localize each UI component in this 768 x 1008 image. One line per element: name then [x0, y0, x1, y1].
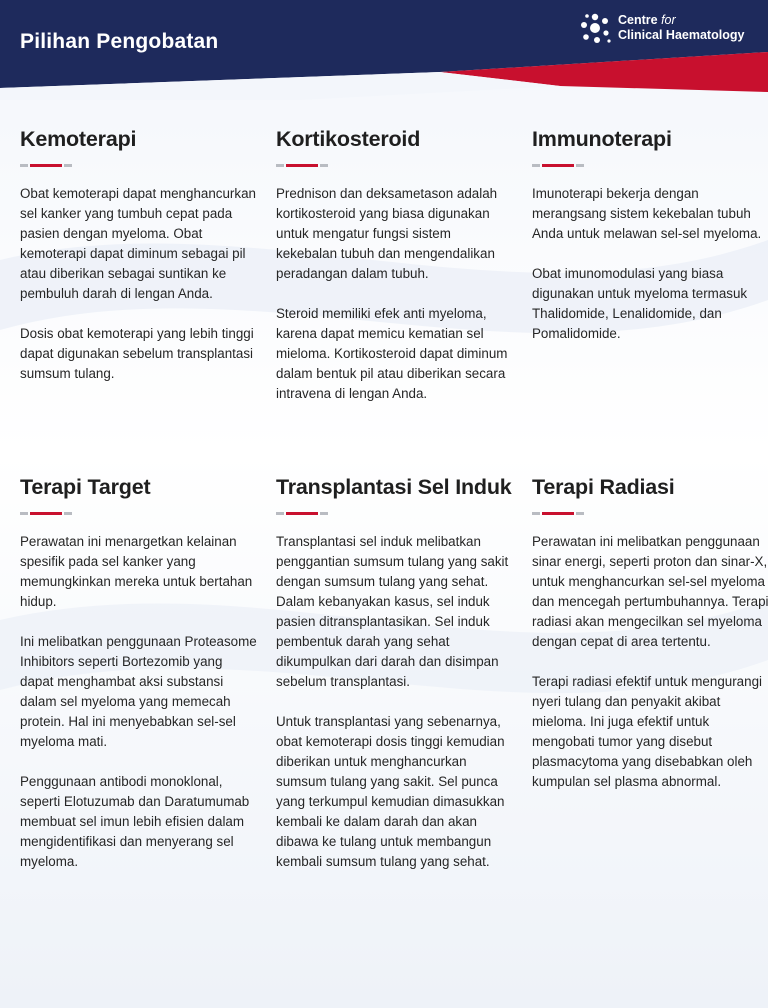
- section-title: Terapi Target: [20, 475, 151, 499]
- section-title: Kortikosteroid: [276, 127, 421, 151]
- section-paragraph: Prednison dan deksametason adalah kortikosteroid yang biasa digunakan untuk mengatur fungsi sistem kekebalan tubuh dan mengendalikan peradangan dalam tubuh.: [276, 186, 498, 281]
- centre-logo: [578, 10, 763, 46]
- logo-line2: Clinical Haematology: [618, 28, 745, 42]
- section-title: Terapi Radiasi: [532, 475, 675, 499]
- section-paragraph: Transplantasi sel induk melibatkan penggantian sumsum tulang yang sakit dengan sumsum tulang yang sehat. Dalam kebanyakan kasus, sel induk pasien ditransplantasikan. Sel induk pembentuk darah yang sehat dikumpulkan dari darah dan disimpan sebelum transplantasi.: [276, 534, 509, 689]
- section-paragraph: Obat kemoterapi dapat menghancurkan sel kanker yang tumbuh cepat pada pasien dengan myeloma. Obat kemoterapi dapat diminum sebagai pil atau diberikan sebagai suntikan ke pembuluh darah di lengan Anda.: [20, 186, 256, 301]
- section-paragraph: Imunoterapi bekerja dengan merangsang sistem kekebalan tubuh Anda untuk melawan sel-sel myeloma.: [532, 186, 762, 241]
- section-paragraph: Perawatan ini menargetkan kelainan spesifik pada sel kanker yang memungkinkan mereka untuk bertahan hidup.: [20, 534, 253, 609]
- section-title: Kemoterapi: [20, 127, 137, 151]
- section-paragraph: Steroid memiliki efek anti myeloma, karena dapat memicu kematian sel mieloma. Kortikosteroid dapat diminum dalam bentuk pil atau diberikan secara intravena di lengan Anda.: [276, 306, 508, 401]
- section-divider: [532, 164, 584, 167]
- section-paragraph: Untuk transplantasi yang sebenarnya, obat kemoterapi dosis tinggi kemudian diberikan untuk menghancurkan sumsum tulang yang sakit. Sel punca yang terkumpul kemudian dimasukkan kembali ke dalam darah dan akan dibawa ke tulang untuk membangun kembali sumsum tulang yang sehat.: [276, 714, 505, 869]
- section-paragraph: Terapi radiasi efektif untuk mengurangi nyeri tulang dan penyakit akibat mieloma. Ini juga efektif untuk mengobati tumor yang disebut plasmacytoma yang disebabkan oleh kumpulan sel plasma abnormal.: [532, 674, 763, 789]
- section-terapi-target: [20, 475, 258, 872]
- section-divider: [532, 512, 584, 515]
- section-paragraph: Penggunaan antibodi monoklonal, seperti Elotuzumab dan Daratumumab membuat sel imun lebih efisien dalam mengidentifikasi dan menyerang sel myeloma.: [20, 774, 250, 869]
- section-immunoterapi: [532, 127, 768, 344]
- logo-line1: Centre: [618, 13, 658, 27]
- section-divider: [20, 512, 72, 515]
- section-terapi-radiasi: [532, 475, 768, 792]
- section-divider: [276, 164, 328, 167]
- section-paragraph: Ini melibatkan penggunaan Proteasome Inhibitors seperti Bortezomib yang dapat menghambat aksi substansi dalam sel myeloma yang memecah protein. Hal ini menyebabkan sel-sel myeloma mati.: [20, 634, 257, 749]
- section-paragraph: Obat imunomodulasi yang biasa digunakan untuk myeloma termasuk Thalidomide, Lenalidomide, dan Pomalidomide.: [532, 266, 748, 341]
- page-title: Pilihan Pengobatan: [20, 30, 219, 53]
- section-paragraph: Dosis obat kemoterapi yang lebih tinggi dapat digunakan sebelum transplantasi sumsum tulang.: [20, 326, 254, 381]
- section-kemoterapi: [20, 127, 258, 384]
- section-transplantasi-sel-induk: [276, 475, 514, 872]
- logo-text: [618, 13, 744, 43]
- section-title: Transplantasi Sel Induk: [276, 475, 512, 499]
- logo-line1-for: for: [661, 13, 676, 27]
- section-divider: [20, 164, 72, 167]
- section-title: Immunoterapi: [532, 127, 672, 151]
- section-divider: [276, 512, 328, 515]
- dots-cluster-icon: [578, 11, 612, 45]
- section-kortikosteroid: [276, 127, 514, 404]
- section-paragraph: Perawatan ini melibatkan penggunaan sinar energi, seperti proton dan sinar-X, untuk menghancurkan sel-sel myeloma dan mencegah pertumbuhannya. Terapi radiasi akan mengecilkan sel myeloma dengan cepat di area tertentu.: [532, 534, 768, 649]
